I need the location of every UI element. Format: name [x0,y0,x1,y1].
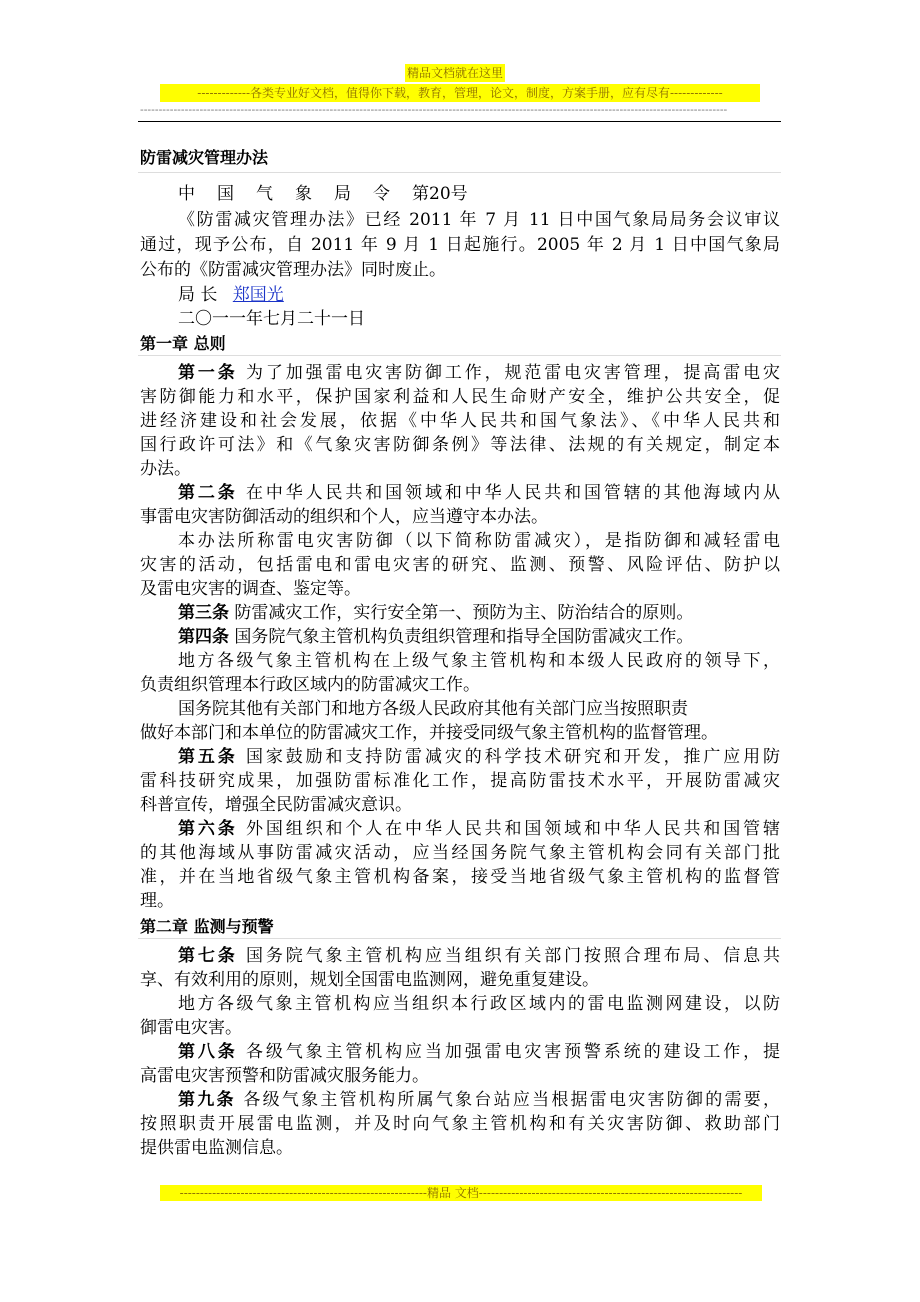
article-text: 各级气象主管机构所属气象台站应当根据雷电灾害防御的需要， [235,1090,780,1110]
article-8-line: 高雷电灾害预警和防雷减灾服务能力。 [140,1066,429,1086]
article-label: 第七条 [178,946,238,966]
title-divider [138,172,781,173]
article-1-line [140,361,780,385]
article-label: 第四条 [178,627,229,647]
article-text: 外国组织和个人在中华人民共和国领域和中华人民共和国管辖 [237,819,780,839]
article-4c-line: 国务院其他有关部门和地方各级人民政府其他有关部门应当按照职责 [178,699,688,719]
footer-band: -------------------------------------------------------------精品 文档----------------------------------------------------------------- [160,1185,762,1201]
article-2-line [140,481,780,505]
article-5-line [140,745,780,769]
decree-char: 中 [178,184,195,204]
article-7b-line: 御雷电灾害。 [140,1018,242,1038]
article-label: 第五条 [178,747,238,767]
article-text: 国家鼓励和支持防雷减灾的科学技术研究和开发，推广应用防 [237,747,780,767]
article-text: 各级气象主管机构应当加强雷电灾害预警系统的建设工作，提 [237,1042,780,1062]
article-text: 国务院气象主管机构负责组织管理和指导全国防雷减灾工作。 [229,627,694,647]
article-3-line [140,601,780,625]
decree-date: 二〇一一年七月二十一日 [178,309,365,329]
director-label: 局 长 [178,285,218,305]
chapter-1-heading: 第一章 总则 [140,334,226,353]
article-label: 第一条 [178,363,238,383]
decree-number: 第20号 [412,184,468,204]
decree-char: 令 [373,184,390,204]
article-label: 第八条 [178,1042,238,1062]
article-text: 国务院气象主管机构应当组织有关部门按照合理布局、信息共 [237,946,780,966]
decree-char: 局 [334,184,351,204]
chapter-2-divider [138,938,781,939]
article-5-line: 科普宣传，增强全民防雷减灾意识。 [140,795,412,815]
article-9-line: 按照职责开展雷电监测，并及时向气象主管机构和有关灾害防御、救助部门 [140,1114,780,1134]
article-5-line: 雷科技研究成果，加强防雷标准化工作，提高防雷技术水平，开展防雷减灾 [140,771,780,791]
intro-line: 通过，现予公布，自 2011 年 9 月 1 日起施行。2005 年 2 月 1 日中国气象局 [140,235,780,255]
article-6-line: 的其他海域从事防雷减灾活动，应当经国务院气象主管机构会同有关部门批 [140,843,780,863]
header-rule [138,121,781,122]
decree-char: 象 [295,184,312,204]
article-6-line: 准，并在当地省级气象主管机构备案，接受当地省级气象主管机构的监督管 [140,867,780,887]
article-label: 第九条 [178,1090,236,1110]
article-6-line: 理。 [140,891,174,911]
article-9-line [140,1088,780,1112]
document-title: 防雷减灾管理办法 [140,148,269,167]
article-2b-line: 及雷电灾害的调查、鉴定等。 [140,579,361,599]
article-text: 为了加强雷电灾害防御工作，规范雷电灾害管理，提高雷电灾 [237,363,780,383]
article-2b-line: 本办法所称雷电灾害防御（以下简称防雷减灾），是指防御和减轻雷电 [178,531,780,551]
article-6-line [140,817,780,841]
header-top-banner: 精品文档就在这里 [407,66,504,80]
article-7-line: 享、有效利用的原则，规划全国雷电监测网，避免重复建设。 [140,970,599,990]
article-text: 防雷减灾工作，实行安全第一、预防为主、防治结合的原则。 [229,603,694,623]
decree-char: 国 [217,184,234,204]
article-1-line: 进经济建设和社会发展，依据《中华人民共和国气象法》、《中华人民共和 [140,411,780,431]
article-8-line [140,1040,780,1064]
article-4b-line: 地方各级气象主管机构在上级气象主管机构和本级人民政府的领导下， [178,651,780,671]
article-label: 第六条 [178,819,238,839]
article-label: 第三条 [178,603,229,623]
decree-char: 气 [256,184,273,204]
chapter-1-divider [138,355,781,356]
article-4c-line: 做好本部门和本单位的防雷减灾工作，并接受同级气象主管机构的监督管理。 [140,723,718,743]
article-9-line: 提供雷电监测信息。 [140,1138,293,1158]
intro-line: 《防雷减灾管理办法》已经 2011 年 7 月 11 日中国气象局局务会议审议 [178,210,780,230]
article-1-line: 国行政许可法》和《气象灾害防御条例》等法律、法规的有关规定，制定本 [140,435,780,455]
article-2b-line: 灾害的活动，包括雷电和雷电灾害的研究、监测、预警、风险评估、防护以 [140,555,780,575]
director-line [140,283,780,307]
intro-line: 公布的《防雷减灾管理办法》同时废止。 [140,260,446,280]
chapter-2-heading: 第二章 监测与预警 [140,917,274,936]
decree-line [140,182,780,206]
article-4b-line: 负责组织管理本行政区域内的防雷减灾工作。 [140,675,480,695]
article-1-line: 办法。 [140,459,191,479]
article-text: 在中华人民共和国领域和中华人民共和国管辖的其他海域内从 [237,483,780,503]
article-7-line [140,944,780,968]
director-name-link[interactable]: 郑国光 [232,285,284,305]
article-1-line: 害防御能力和水平，保护国家利益和人民生命财产安全，维护公共安全，促 [140,387,780,407]
article-2-line: 事雷电灾害防御活动的组织和个人，应当遵守本办法。 [140,507,548,527]
article-4-line [140,625,780,649]
article-label: 第二条 [178,483,238,503]
article-7b-line: 地方各级气象主管机构应当组织本行政区域内的雷电监测网建设，以防 [178,994,780,1014]
header-promo-band: -------------各类专业好文档，值得你下载，教育，管理，论文，制度，方案手册，应有尽有------------- [160,84,760,102]
header-dash-line: -------------------------------------------------------------------------------------------------------------------------------------------------------------- [140,103,728,116]
